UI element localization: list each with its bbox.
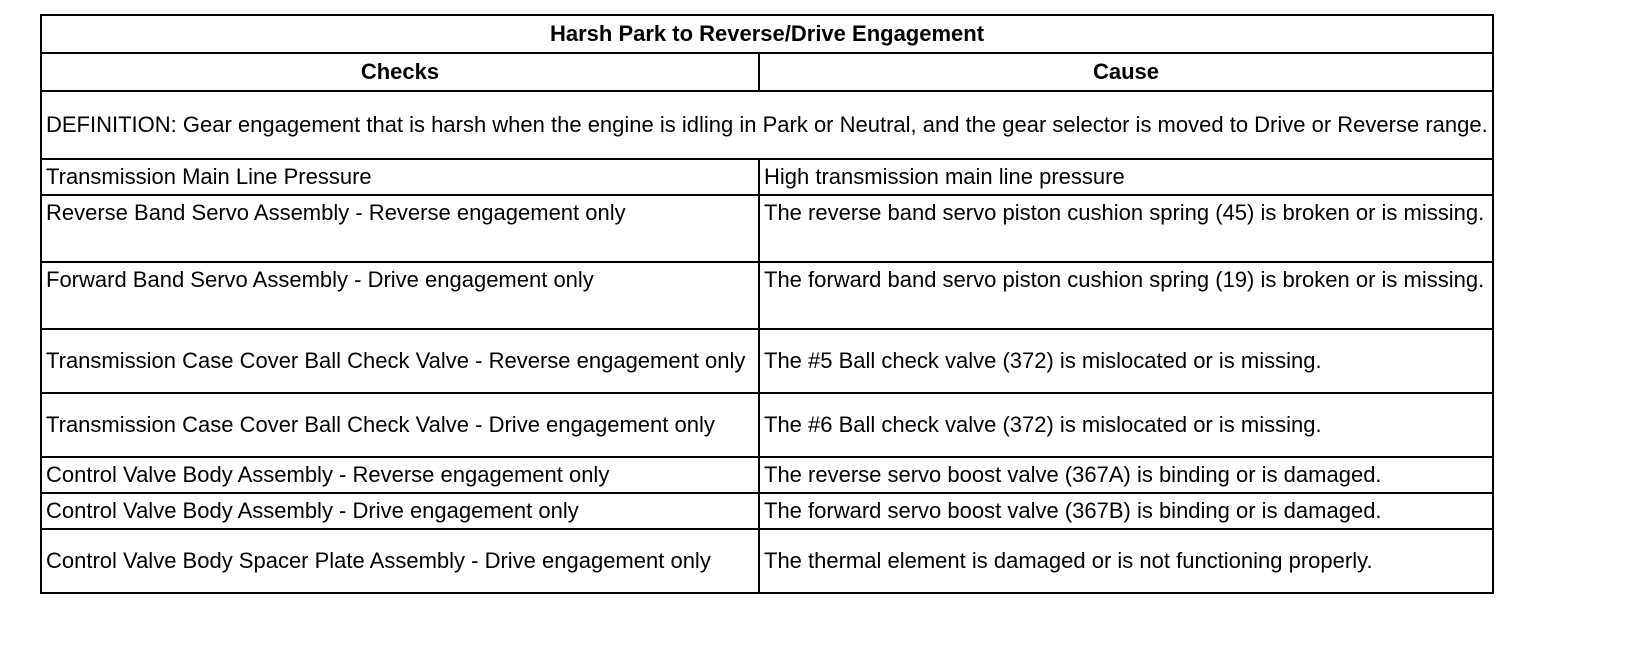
check-cell: Control Valve Body Assembly - Reverse engagement only bbox=[41, 457, 759, 493]
cause-cell: The reverse servo boost valve (367A) is binding or is damaged. bbox=[759, 457, 1493, 493]
cause-cell: The forward servo boost valve (367B) is binding or is damaged. bbox=[759, 493, 1493, 529]
check-cell: Control Valve Body Assembly - Drive engagement only bbox=[41, 493, 759, 529]
table-row bbox=[41, 195, 1493, 262]
table-row bbox=[41, 529, 1493, 593]
header-checks: Checks bbox=[41, 53, 759, 91]
diagnostic-table bbox=[40, 14, 1494, 594]
check-cell: Transmission Main Line Pressure bbox=[41, 159, 759, 195]
cause-cell: The #5 Ball check valve (372) is mislocated or is missing. bbox=[759, 329, 1493, 393]
definition-text: DEFINITION: Gear engagement that is harsh when the engine is idling in Park or Neutral, and the gear selector is moved to Drive or Reverse range. bbox=[41, 91, 1493, 159]
check-cell: Reverse Band Servo Assembly - Reverse engagement only bbox=[41, 195, 759, 262]
cause-cell: The thermal element is damaged or is not functioning properly. bbox=[759, 529, 1493, 593]
table-row bbox=[41, 159, 1493, 195]
check-cell: Transmission Case Cover Ball Check Valve - Drive engagement only bbox=[41, 393, 759, 457]
check-cell: Forward Band Servo Assembly - Drive engagement only bbox=[41, 262, 759, 329]
title-row bbox=[41, 15, 1493, 53]
table-row bbox=[41, 262, 1493, 329]
table-row bbox=[41, 457, 1493, 493]
table-row bbox=[41, 329, 1493, 393]
table-row bbox=[41, 393, 1493, 457]
check-cell: Control Valve Body Spacer Plate Assembly - Drive engagement only bbox=[41, 529, 759, 593]
cause-cell: The #6 Ball check valve (372) is mislocated or is missing. bbox=[759, 393, 1493, 457]
header-row bbox=[41, 53, 1493, 91]
header-cause: Cause bbox=[759, 53, 1493, 91]
table-title: Harsh Park to Reverse/Drive Engagement bbox=[41, 15, 1493, 53]
cause-cell: The forward band servo piston cushion spring (19) is broken or is missing. bbox=[759, 262, 1493, 329]
definition-row bbox=[41, 91, 1493, 159]
cause-cell: High transmission main line pressure bbox=[759, 159, 1493, 195]
check-cell: Transmission Case Cover Ball Check Valve - Reverse engagement only bbox=[41, 329, 759, 393]
table-row bbox=[41, 493, 1493, 529]
cause-cell: The reverse band servo piston cushion spring (45) is broken or is missing. bbox=[759, 195, 1493, 262]
